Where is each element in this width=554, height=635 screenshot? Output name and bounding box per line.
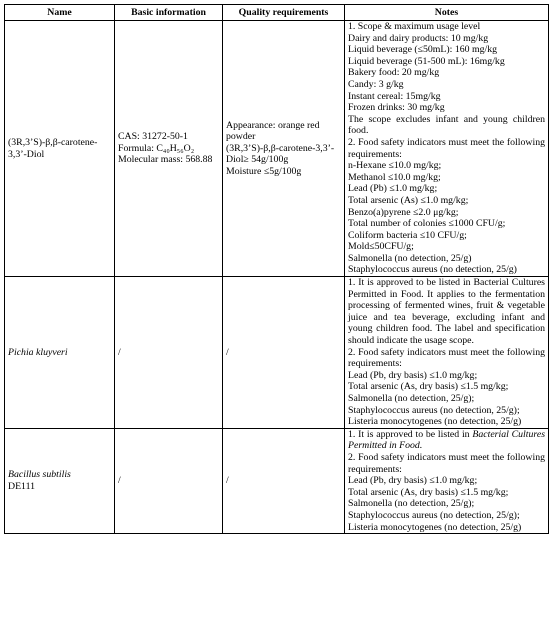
note-line: Frozen drinks: 30 mg/kg [348, 102, 445, 114]
note-line: 1. Scope & maximum usage level [348, 21, 481, 32]
regulation-table [4, 4, 549, 534]
table-row [5, 428, 549, 533]
note-line [348, 429, 545, 452]
note-line: Listeria monocytogenes (no detection, 25/g) [348, 416, 522, 428]
note-line: Staphylococcus aureus (no detection, 25/g) [348, 264, 517, 276]
note-line: Lead (Pb) ≤1.0 mg/kg; [348, 183, 438, 195]
header-notes: Notes [345, 5, 549, 21]
note-line: Staphylococcus aureus (no detection, 25/g); [348, 509, 520, 521]
note-line: Coliform bacteria ≤10 CFU/g; [348, 229, 467, 241]
note-line: 2. Food safety indicators must meet the following requirements: [348, 346, 545, 370]
note-line: Total arsenic (As, dry basis) ≤1.5 mg/kg; [348, 486, 509, 498]
table-header [5, 5, 549, 21]
note-line: Salmonella (no detection, 25/g); [348, 498, 475, 510]
row2-basic-information: / [115, 277, 223, 429]
note-line: Staphylococcus aureus (no detection, 25/g); [348, 404, 520, 416]
row1-appearance: Appearance: orange red powder [226, 119, 320, 143]
note-italic-title: Bacterial Cultures Permitted in Food. [348, 428, 546, 452]
row3-name [5, 428, 115, 533]
note-line: Instant cereal: 15mg/kg [348, 90, 441, 102]
row1-content: (3R,3’S)-β,β-carotene-3,3’-Diol≥ 54g/100g [226, 142, 335, 166]
header-quality-requirements: Quality requirements [223, 5, 345, 21]
note-line: 2. Food safety indicators must meet the following requirements: [348, 136, 545, 160]
note-line: Bakery food: 20 mg/kg [348, 67, 440, 79]
note-line: Total arsenic (As, dry basis) ≤1.5 mg/kg; [348, 381, 509, 393]
note-line: Liquid beverage (51-500 mL): 16mg/kg [348, 55, 505, 67]
note-line: The scope excludes infant and young children food. [348, 113, 545, 137]
note-line: n-Hexane ≤10.0 mg/kg; [348, 160, 442, 172]
note-line: Dairy and dairy products: 10 mg/kg [348, 32, 489, 44]
note-line: Methanol ≤10.0 mg/kg; [348, 171, 441, 183]
header-basic-information: Basic information [115, 5, 223, 21]
row1-notes [345, 21, 549, 277]
row2-notes [345, 277, 549, 429]
row1-moisture: Moisture ≤5g/100g [226, 165, 302, 177]
note-line: 2. Food safety indicators must meet the following requirements: [348, 451, 545, 475]
note-line: Total number of colonies ≤1000 CFU/g; [348, 218, 506, 230]
row2-quality-requirements: / [223, 277, 345, 429]
note-line: Total arsenic (As) ≤1.0 mg/kg; [348, 194, 469, 206]
row2-name: Pichia kluyveri [5, 277, 115, 429]
row3-strain: DE111 [8, 480, 36, 492]
header-name: Name [5, 5, 115, 21]
table-row [5, 21, 549, 277]
row1-molecular-mass: Molecular mass: 568.88 [118, 154, 213, 166]
note-line: Liquid beverage (≤50mL): 160 mg/kg [348, 44, 498, 56]
note-line: Listeria monocytogenes (no detection, 25/g) [348, 521, 522, 533]
note-line: 1. It is approved to be listed in Bacterial Cultures Permitted in Food. It applies to the fermentation processing of fermented wines, fruit & vegetable juice and tea beverage, excluding infant and young children food. The label and specification should indicate the usage scope. [348, 277, 545, 347]
table-row [5, 277, 549, 429]
row1-basic-information [115, 21, 223, 277]
note-line: Mold≤50CFU/g; [348, 241, 414, 253]
note-line: Benzo(a)pyrene ≤2.0 μg/kg; [348, 206, 459, 218]
note-line: Salmonella (no detection, 25/g) [348, 252, 472, 264]
row1-quality-requirements [223, 21, 345, 277]
note-line: Lead (Pb, dry basis) ≤1.0 mg/kg; [348, 475, 478, 487]
row3-basic-information: / [115, 428, 223, 533]
note-line: Salmonella (no detection, 25/g); [348, 393, 475, 404]
row1-name: (3R,3’S)-β,β-carotene-3,3’-Diol [5, 21, 115, 277]
note-prefix: 1. It is approved to be listed in [348, 428, 473, 440]
note-line: Candy: 3 g/kg [348, 78, 404, 90]
header-row [5, 5, 549, 21]
row3-quality-requirements: / [223, 428, 345, 533]
row3-notes [345, 428, 549, 533]
row3-species: Bacillus subtilis [8, 469, 71, 481]
note-line: Lead (Pb, dry basis) ≤1.0 mg/kg; [348, 369, 478, 381]
row1-cas: CAS: 31272-50-1 [118, 131, 188, 143]
row1-formula: Formula: C₄₀H₅₆O₂ [118, 142, 195, 154]
